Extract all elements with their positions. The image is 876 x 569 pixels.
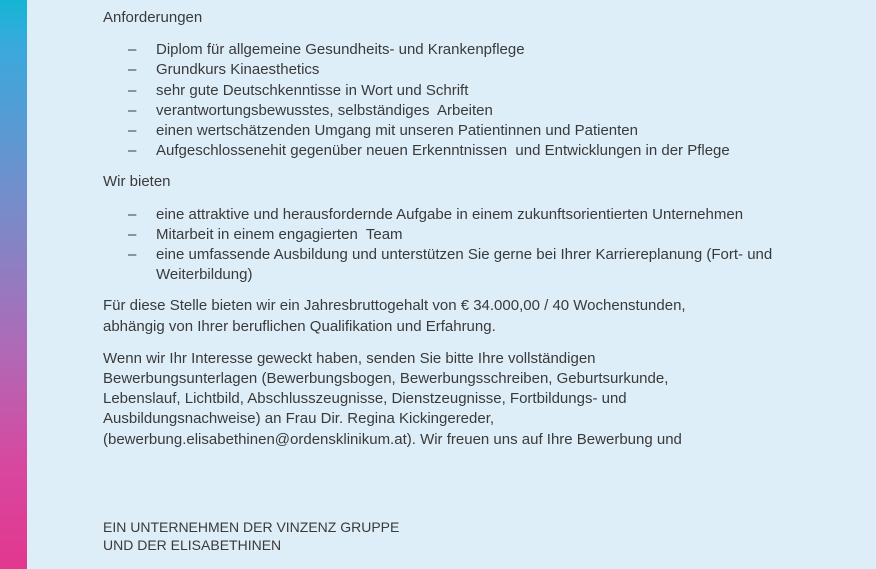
list-item xyxy=(103,141,731,161)
list-item-text: eine umfassende Ausbildung und unterstützen Sie gerne bei Ihrer Karriereplanung (Fort- und Weiterbildung) xyxy=(156,246,773,284)
requirements-heading: Anforderungen xyxy=(103,9,203,26)
list-item-text: Mitarbeit in einem engagierten Team xyxy=(156,225,403,243)
dash-bullet: – xyxy=(128,81,137,99)
offer-heading: Wir bieten xyxy=(103,173,171,191)
list-item xyxy=(103,81,783,101)
offer-list xyxy=(103,205,783,286)
dash-bullet: – xyxy=(128,246,137,264)
list-item xyxy=(103,40,783,60)
job-ad-content xyxy=(103,8,783,462)
dash-bullet: – xyxy=(128,142,137,160)
footer-company-note xyxy=(103,519,399,554)
dash-bullet: – xyxy=(128,61,137,79)
list-item-text: Aufgeschlossenehit gegenüber neuen Erkenntnissen und Entwicklungen in der Pflege xyxy=(156,142,730,160)
dash-bullet: – xyxy=(128,122,137,140)
dash-bullet: – xyxy=(128,205,137,223)
list-item-text: eine attraktive und herausfordernde Aufgabe in einem zukunftsorientierten Unternehmen xyxy=(156,205,744,223)
list-item-text: einen wertschätzenden Umgang mit unseren Patientinnen und Patienten xyxy=(156,122,638,140)
list-item xyxy=(103,101,783,121)
list-item-text: verantwortungsbewusstes, selbständiges Arbeiten xyxy=(156,101,493,119)
salary-paragraph: Für diese Stelle bieten wir ein Jahresbruttogehalt von € 34.000,00 / 40 Wochenstunden, abhängig von Ihrer beruflichen Qualifikation und Erfahrung. xyxy=(103,297,686,335)
accent-sidebar xyxy=(0,0,27,569)
list-item-text: Grundkurs Kinaesthetics xyxy=(156,61,320,79)
requirements-list xyxy=(103,40,783,161)
list-item xyxy=(103,245,806,285)
application-paragraph: Wenn wir Ihr Interesse geweckt haben, senden Sie bitte Ihre vollständigen Bewerbungsunterlagen (Bewerbungsbogen, Bewerbungsschreiben, Geburtsurkunde, Lebenslauf, Lichtbild, Abschlusszeugnisse, Dienstzeugnisse, Fortbildungs- und Ausbildungsnachweise) an Frau Dir. Regina Kickingereder, (bewerbung.elisabethinen@ordensklinikum.at). Wir freuen uns auf Ihre Bewerbung und xyxy=(103,349,682,448)
footer-line-2: UND DER ELISABETHINEN xyxy=(103,536,282,553)
dash-bullet: – xyxy=(128,41,137,59)
list-item-text: sehr gute Deutschkenntisse in Wort und Schrift xyxy=(156,81,469,99)
list-item xyxy=(103,225,783,245)
list-item-text: Diplom für allgemeine Gesundheits- und Krankenpflege xyxy=(156,41,525,59)
footer-line-1: EIN UNTERNEHMEN DER VINZENZ GRUPPE xyxy=(103,519,400,535)
list-item xyxy=(103,60,783,80)
dash-bullet: – xyxy=(128,101,137,119)
list-item xyxy=(103,205,746,225)
list-item xyxy=(103,121,783,141)
dash-bullet: – xyxy=(128,225,137,243)
